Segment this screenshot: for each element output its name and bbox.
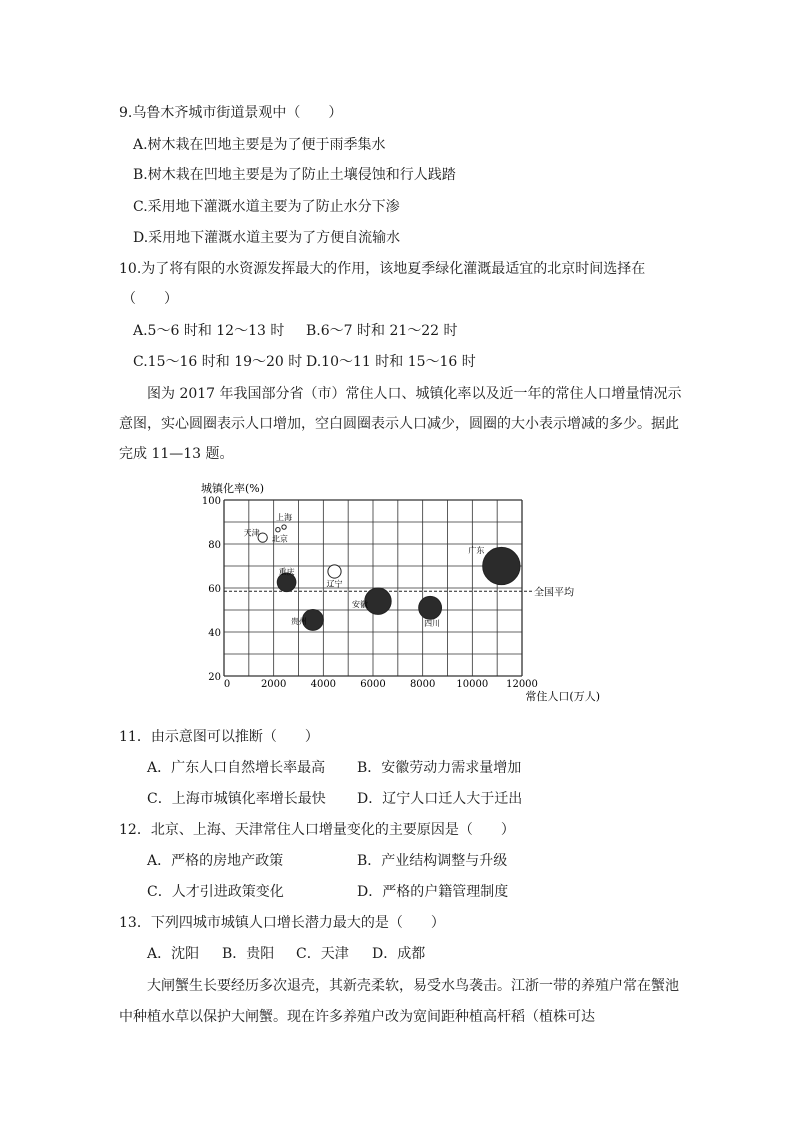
- chart-points: [244, 512, 520, 630]
- chart-xlabel: 常住人口(万人): [525, 690, 600, 703]
- national-average-label: 全国平均: [534, 587, 574, 599]
- point-上海: [282, 525, 286, 529]
- q13-option-c: C．天津: [296, 946, 349, 962]
- q13-stem: 13．下列四城市城镇人口增长潜力最大的是（ ）: [119, 915, 445, 931]
- point-北京: [276, 528, 280, 532]
- point-四川: [419, 596, 442, 619]
- y-tick-label: 20: [208, 672, 221, 683]
- x-tick-label: 2000: [260, 679, 287, 690]
- point-label: 北京: [271, 534, 288, 544]
- intro2-line2: 中种植水草以保护大闸蟹。现在许多养殖户改为宽间距种植高杆稻（植株可达: [119, 1009, 595, 1025]
- y-tick-label: 40: [208, 628, 221, 639]
- point-label: 天津: [243, 528, 260, 538]
- x-tick-label: 12000: [506, 679, 538, 690]
- point-label: 广东: [468, 546, 485, 555]
- q9-option-d: D.采用地下灌溉水道主要为了方便自流输水: [133, 230, 401, 246]
- q10-option-d: D.10～11 时和 15～16 时: [306, 354, 476, 370]
- point-广东: [483, 547, 520, 584]
- chart-ylabel: 城镇化率(%): [201, 482, 265, 495]
- y-tick-label: 60: [208, 584, 221, 595]
- intro2-line1: 大闸蟹生长要经历多次退壳，其新壳柔软，易受水鸟袭击。江浙一带的养殖户常在蟹池: [147, 978, 679, 994]
- q11-option-c: C．上海市城镇化率增长最快: [147, 791, 326, 807]
- population-urbanization-chart: [196, 476, 606, 708]
- intro1-line2: 意图，实心圆圈表示人口增加，空白圆圈表示人口减少，圆圈的大小表示增减的多少。据此: [119, 416, 679, 432]
- q13-option-d: D．成都: [372, 946, 426, 962]
- point-label: 贵州: [290, 616, 307, 626]
- q11-stem: 11．由示意图可以推断（ ）: [119, 729, 319, 745]
- x-tick-label: 6000: [360, 679, 386, 690]
- q10-stem-cont: （ ）: [122, 291, 178, 307]
- chart-grid: [224, 500, 522, 676]
- q9-option-b: B.树木栽在凹地主要是为了防止土壤侵蚀和行人践踏: [133, 167, 456, 183]
- x-tick-label: 10000: [456, 679, 489, 690]
- point-label: 上海: [276, 513, 293, 523]
- point-辽宁: [328, 565, 341, 578]
- q10-option-a: A.5～6 时和 12～13 时: [133, 323, 285, 339]
- y-tick-label: 100: [201, 496, 221, 507]
- y-tick-label: 80: [208, 540, 221, 551]
- q9-option-a: A.树木栽在凹地主要是为了便于雨季集水: [133, 137, 386, 153]
- q12-option-b: B．产业结构调整与升级: [357, 853, 508, 869]
- q10-option-c: C.15～16 时和 19～20 时: [133, 354, 303, 370]
- q9-stem: 9.乌鲁木齐城市街道景观中（ ）: [119, 105, 343, 121]
- point-安徽: [365, 588, 391, 614]
- point-label: 重庆: [278, 567, 295, 577]
- q13-option-a: A．沈阳: [147, 946, 200, 962]
- q11-option-d: D．辽宁人口迁人大于迁出: [357, 791, 523, 807]
- intro1-line3: 完成 11—13 题。: [119, 446, 234, 462]
- x-tick-label: 4000: [310, 679, 337, 690]
- x-tick-label: 0: [223, 679, 231, 690]
- point-label: 辽宁: [326, 579, 343, 589]
- q12-option-c: C．人才引进政策变化: [147, 884, 284, 900]
- point-label: 安徽: [351, 600, 368, 610]
- q10-option-b: B.6～7 时和 21～22 时: [306, 323, 458, 339]
- q12-option-a: A．严格的房地产政策: [147, 853, 284, 869]
- q11-option-b: B．安徽劳动力需求量增加: [357, 760, 522, 776]
- x-tick-label: 8000: [409, 679, 436, 690]
- q13-option-b: B．贵阳: [222, 946, 275, 962]
- q10-stem: 10.为了将有限的水资源发挥最大的作用，该地夏季绿化灌溉最适宜的北京时间选择在: [119, 261, 646, 277]
- intro1-line1: 图为 2017 年我国部分省（市）常住人口、城镇化率以及近一年的常住人口增量情况示: [147, 386, 682, 402]
- q11-option-a: A．广东人口自然增长率最高: [147, 760, 326, 776]
- point-label: 四川: [424, 618, 441, 628]
- q12-option-d: D．严格的户籍管理制度: [357, 884, 509, 900]
- q9-option-c: C.采用地下灌溉水道主要为了防止水分下渗: [133, 199, 400, 215]
- q12-stem: 12．北京、上海、天津常住人口增量变化的主要原因是（ ）: [119, 822, 515, 838]
